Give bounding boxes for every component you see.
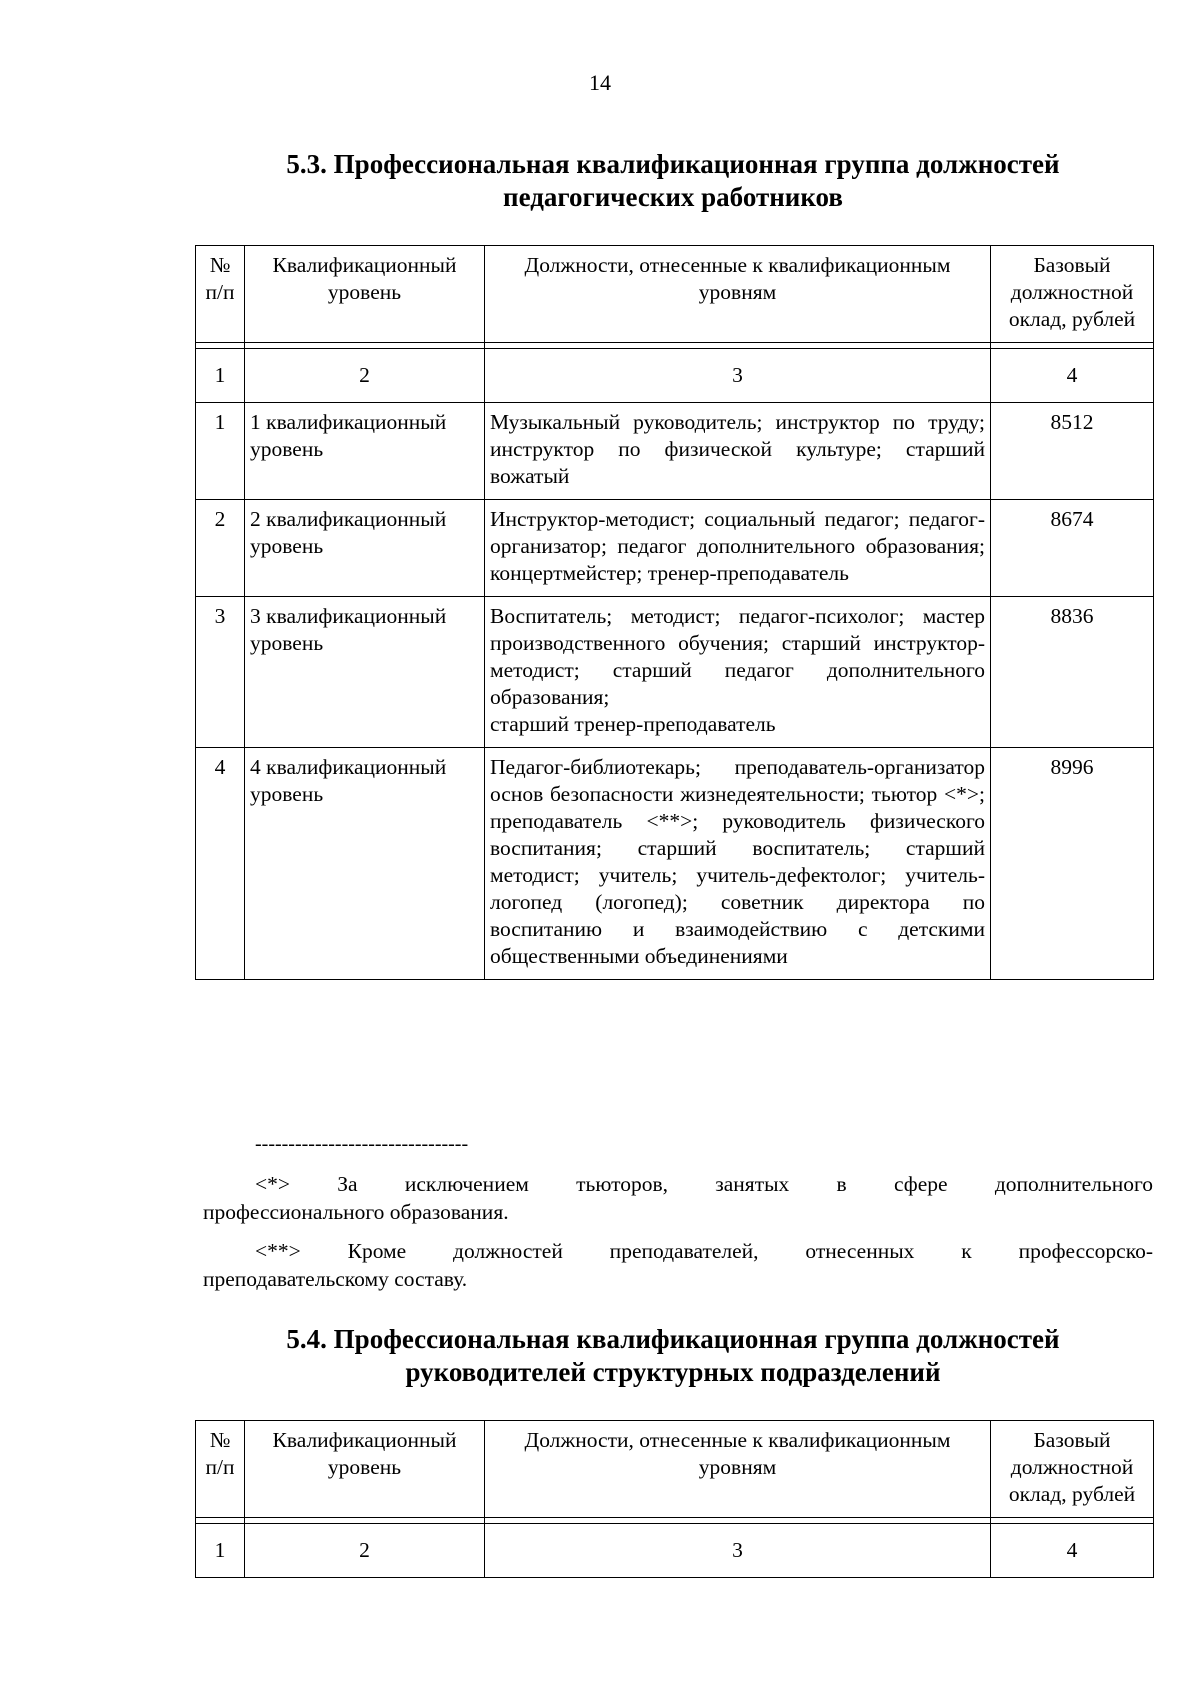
column-number: 2: [245, 1524, 485, 1578]
row-num: 3: [196, 597, 245, 748]
header-positions: Должности, отнесенные к квалификационным уровням: [485, 246, 991, 343]
row-salary: 8836: [991, 597, 1154, 748]
table-row: [196, 500, 1154, 597]
footnote-separator: --------------------------------: [255, 1133, 469, 1155]
table-header-row: [196, 1421, 1154, 1518]
table-row: [196, 597, 1154, 748]
footnote-2-line: преподавательскому составу.: [203, 1267, 468, 1291]
column-number: 2: [245, 349, 485, 403]
header-positions: Должности, отнесенные к квалификационным уровням: [485, 1421, 991, 1518]
header-salary: Базовый должностной оклад, рублей: [991, 246, 1154, 343]
section-title-5-3: [196, 148, 1150, 214]
column-number: 3: [485, 349, 991, 403]
row-salary: 8996: [991, 748, 1154, 980]
row-num: 2: [196, 500, 245, 597]
row-positions-cell: [485, 597, 991, 748]
page-number: 14: [589, 70, 611, 95]
row-level: 1 квалификационный уровень: [245, 403, 485, 500]
row-positions: Педагог-библиотекарь; преподаватель-организатор основ безопасности жизнедеятельности; тьютор <*>; преподаватель <**>; руководитель физического воспитания; старший воспитатель; старший методист; учитель; учитель-дефектолог; учитель-логопед (логопед); советник директора по воспитанию и взаимодействию с детскими общественными объединениями: [485, 748, 991, 980]
row-positions-extra: старший тренер-преподаватель: [490, 712, 776, 736]
header-level: Квалификационный уровень: [245, 246, 485, 343]
qualification-table-5-4: [195, 1420, 1154, 1578]
row-positions: Воспитатель; методист; педагог-психолог; мастер производственного обучения; старший инструктор-методист; старший педагог дополнительного образования;: [490, 604, 985, 709]
header-num: № п/п: [196, 246, 245, 343]
table-header-row: [196, 246, 1154, 343]
column-number: 1: [196, 349, 245, 403]
row-salary: 8674: [991, 500, 1154, 597]
column-number: 3: [485, 1524, 991, 1578]
row-positions: Инструктор-методист; социальный педагог; педагог-организатор; педагог дополнительного образования; концертмейстер; тренер-преподаватель: [485, 500, 991, 597]
column-number: 4: [991, 1524, 1154, 1578]
row-level: 4 квалификационный уровень: [245, 748, 485, 980]
section-title-line: 5.4. Профессиональная квалификационная группа должностей: [286, 1324, 1060, 1354]
footnote-2: [203, 1237, 1153, 1293]
section-title-line: 5.3. Профессиональная квалификационная группа должностей: [286, 149, 1060, 179]
row-level: 2 квалификационный уровень: [245, 500, 485, 597]
footnote-1-line: <*> За исключением тьюторов, занятых в сфере дополнительного: [255, 1172, 1153, 1196]
footnote-2-line: <**> Кроме должностей преподавателей, отнесенных к профессорско-: [255, 1239, 1153, 1263]
column-number: 4: [991, 349, 1154, 403]
section-title-line: педагогических работников: [503, 182, 843, 212]
header-level: Квалификационный уровень: [245, 1421, 485, 1518]
row-num: 4: [196, 748, 245, 980]
footnote-1-line: профессионального образования.: [203, 1200, 509, 1224]
header-salary: Базовый должностной оклад, рублей: [991, 1421, 1154, 1518]
section-title-5-4: [196, 1323, 1150, 1389]
row-positions: Музыкальный руководитель; инструктор по труду; инструктор по физической культуре; старший вожатый: [485, 403, 991, 500]
table-row: [196, 748, 1154, 980]
column-number-row: [196, 349, 1154, 403]
row-num: 1: [196, 403, 245, 500]
qualification-table-5-3: [195, 245, 1154, 980]
row-level: 3 квалификационный уровень: [245, 597, 485, 748]
section-title-line: руководителей структурных подразделений: [405, 1357, 941, 1387]
table-row: [196, 403, 1154, 500]
footnote-1: [203, 1170, 1153, 1226]
header-num: № п/п: [196, 1421, 245, 1518]
column-number: 1: [196, 1524, 245, 1578]
column-number-row: [196, 1524, 1154, 1578]
row-salary: 8512: [991, 403, 1154, 500]
